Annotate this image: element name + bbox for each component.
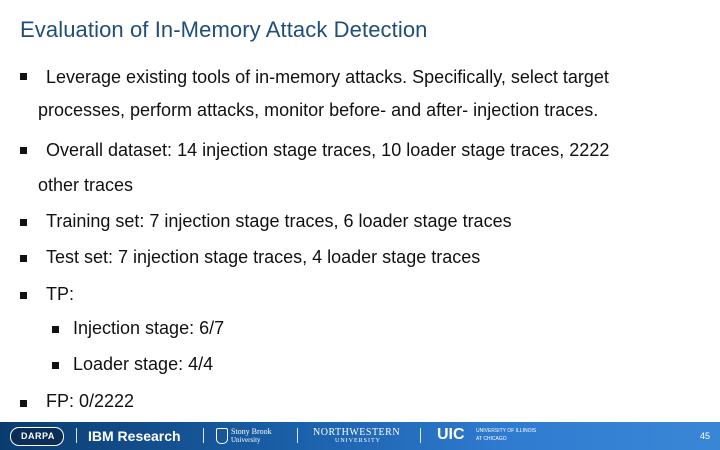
uic-logo: UIC: [437, 426, 465, 443]
bullet-text: Test set: 7 injection stage traces, 4 loader stage traces: [46, 247, 481, 267]
darpa-logo: [10, 427, 64, 446]
bullet-text-continuation: other traces: [38, 175, 134, 195]
footer-divider: [420, 428, 421, 443]
footer-divider: [76, 428, 77, 443]
bullet-text-continuation: processes, perform attacks, monitor before- and after- injection traces.: [38, 100, 599, 120]
bullet-marker: [20, 73, 27, 80]
ibm-research-logo: IBM Research: [88, 428, 181, 444]
darpa-logo-text: DARPA: [21, 431, 55, 441]
uic-logo-subtitle-line2: AT CHICAGO: [476, 436, 507, 442]
bullet-text: Leverage existing tools of in-memory attacks. Specifically, select target: [46, 67, 609, 87]
stony-brook-logo-line2: University: [231, 436, 261, 444]
stony-brook-emblem-icon: [216, 428, 228, 444]
sub-bullet-text: Loader stage: 4/4: [73, 354, 214, 374]
bullet-marker: [20, 292, 27, 299]
sub-bullet-marker: [52, 362, 59, 369]
footer-logo-bar: [0, 422, 720, 450]
northwestern-logo-line1: NORTHWESTERN: [313, 427, 401, 438]
page-number: 45: [699, 431, 710, 441]
bullet-marker: [20, 400, 27, 407]
sub-bullet-marker: [52, 326, 59, 333]
uic-logo-subtitle-line1: UNIVERSITY OF ILLINOIS: [476, 428, 537, 434]
bullet-text: TP:: [46, 284, 75, 304]
bullet-text: Training set: 7 injection stage traces, 6 loader stage traces: [46, 211, 512, 231]
northwestern-logo-line2: UNIVERSITY: [335, 438, 381, 444]
slide-title: Evaluation of In-Memory Attack Detection: [20, 17, 428, 42]
footer-divider: [297, 428, 298, 443]
bullet-marker: [20, 255, 27, 262]
footer-divider: [203, 428, 204, 443]
bullet-text: FP: 0/2222: [46, 391, 135, 411]
bullet-text: Overall dataset: 14 injection stage traces, 10 loader stage traces, 2222: [46, 140, 610, 160]
stony-brook-logo-line1: Stony Brook: [231, 427, 272, 436]
sub-bullet-text: Injection stage: 6/7: [73, 318, 225, 338]
bullet-marker: [20, 147, 27, 154]
bullet-marker: [20, 219, 27, 226]
